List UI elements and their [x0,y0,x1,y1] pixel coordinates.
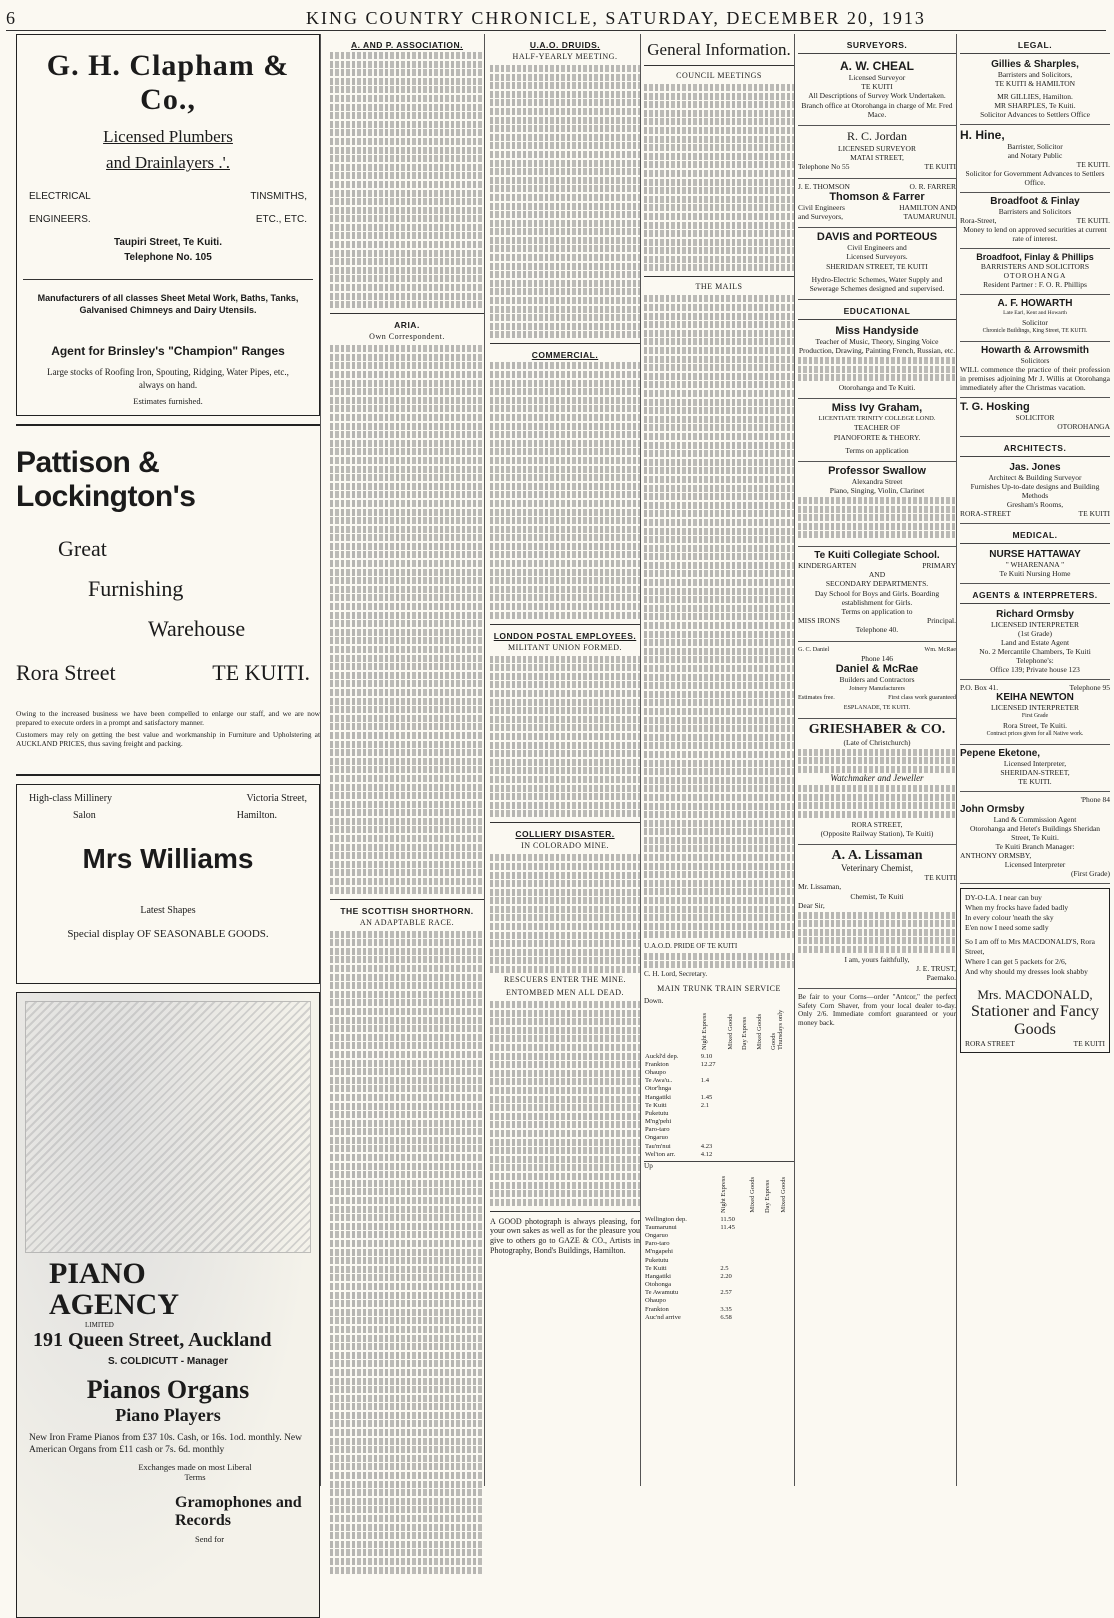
postal-text [490,656,640,818]
cheal-ad: A. W. CHEAL Licensed Surveyor TE KUITI All Descriptions of Survey Work Undertaken. Branch office at Otorohanga in charge of Mr. Fred Mace. [798,56,956,126]
handyside-ad: Miss Handyside Teacher of Music, Theory, Singing Voice Production, Drawing, Painting French, Russian, etc. Otorohanga and Te Kuiti. [798,322,956,399]
piano-limited: LIMITED [85,1321,114,1329]
shorthorn-text [330,931,484,1574]
graham-ad: Miss Ivy Graham, LICENTIATE TRINITY COLLEGE LOND. TEACHER OF PIANOFORTE & THEORY. Terms on application [798,399,956,462]
table-row: M'ngapehi [645,1248,673,1256]
col-head: Night Express [700,1012,708,1050]
williams-display: Special display OF SEASONABLE GOODS. [67,928,269,940]
medical-heading: MEDICAL. [960,530,1110,544]
newspaper-title: KING COUNTRY CHRONICLE, SATURDAY, DECEMBER 20, 1913 [306,8,926,28]
general-info-title: General Information. [647,40,791,59]
piano-players: Piano Players [115,1405,221,1425]
col-head: Day Express [764,1179,772,1213]
column-4 [644,34,795,1486]
williams-name: Mrs Williams [82,843,254,874]
table-row: Ongaruo [645,1134,669,1142]
table-row: Wellington dep. 11.50 [645,1215,735,1223]
colliery-text-2 [490,1001,640,1206]
page-number: 6 [6,8,15,28]
ap-association-text [330,52,484,308]
piano-offer2: Exchanges made on most Liberal Terms [138,1462,252,1482]
col-head: Day Express [741,1016,749,1050]
pattison-body2: Customers may rely on getting the best value and workmanship in Furniture and Upholstering at AUCKLAND PRICES, thus saving freight and packing. [16,730,320,748]
pattison-furnishing: Furnishing [88,576,184,601]
williams-street: Victoria Street, [246,793,307,804]
table-row: Ohaupo [645,1068,666,1076]
piano-address: 191 Queen Street, Auckland [33,1329,272,1351]
clapham-telephone: Telephone No. 105 [124,252,212,263]
masthead [6,4,1106,31]
table-row: Hangatiki 2.20 [645,1272,732,1280]
agents-heading: AGENTS & INTERPRETERS. [960,590,1110,604]
jordan-ad: R. C. Jordan LICENSED SURVEYOR MATAI STREET, Telephone No 55 TE KUITI [798,126,956,179]
jormsby-ad: 'Phone 84 John Ormsby Land & Commission Agent Otorohanga and Hetet's Buildings Sheridan Street, Te Kuiti. Te Kuiti Branch Manager: ANTHONY ORMSBY, Licensed Interpreter (First Grade) [960,792,1110,884]
council-heading: COUNCIL MEETINGS [676,71,762,80]
davis-ad: DAVIS and PORTEOUS Civil Engineers and Licensed Surveyors. SHERIDAN STREET, TE KUITI Hydro-Electric Schemes, Water Supply and Sewerage Schemes designed and supervised. [798,228,956,300]
druids-sub: HALF-YEARLY MEETING. [512,52,618,61]
table-row: Frankton 12.27 [645,1060,716,1068]
table-row: Te Awa'u.. 1.4 [645,1077,710,1085]
postal-heading: LONDON POSTAL EMPLOYEES. [493,630,637,641]
arrowsmith-ad: Howarth & Arrowsmith Solicitors WILL commence the practice of their profession in premises adjoining Mr J. Willis at Otorohanga immediately after the Christmas vacation. [960,342,1110,398]
thomson-ad: J. E. THOMSON O. R. FARRER Thomson & Farrer Civil Engineers HAMILTON AND and Surveyors, TAUMARUNUI. [798,179,956,229]
howarth-ad: A. F. HOWARTH Late Earl, Kent and Howarth Solicitor Chronicle Buildings, King Street, TE KUITI. [960,295,1110,342]
table-row: Te Kuiti 2.1 [645,1101,710,1109]
clapham-address: Taupiri Street, Te Kuiti. [114,237,222,248]
council-text [644,84,794,271]
clapham-agent: Agent for Brinsley's "Champion" Ranges [51,344,285,358]
mails-heading: THE MAILS [695,282,743,292]
educational-heading: EDUCATIONAL [798,306,956,320]
table-row: Puketutu [645,1109,669,1117]
williams-millinery: High-class Millinery [29,793,113,804]
colliery-sub2: RESCUERS ENTER THE MINE. [503,975,627,985]
piano-illustration [25,1001,311,1253]
col-head: Mixed Goods [779,1177,787,1213]
commercial-heading: COMMERCIAL. [531,350,599,361]
piano-agency-ad [16,992,320,1618]
pattison-ad [16,424,320,776]
train-down-label: Down. [644,997,664,1006]
piano-line2: AGENCY [49,1288,180,1321]
table-row: M'ng'pehi [645,1118,672,1126]
table-row: Hangatiki 1.45 [645,1093,713,1101]
clapham-manufacturers: Manufacturers of all classes Sheet Metal Work, Baths, Tanks, Galvanised Chimneys and Dairy Utensils. [37,293,299,315]
col-head: Goods Thursdays only [769,1009,784,1050]
ormsby-ad: Richard Ormsby LICENSED INTERPRETER (1st Grade) Land and Estate Agent No. 2 Mercantile Chambers, Te Kuiti Telephone's: Office 139; Private house 123 [960,606,1110,680]
lodge-heading: U.A.O.D. PRIDE OF TE KUITI [644,942,738,951]
col-head: Mixed Goods [748,1177,756,1213]
broadfoot-ad: Broadfoot & Finlay Barristers and Solicitors Rora-Street, TE KUITI. Money to lend on approved securities at current rate of interest. [960,193,1110,249]
lodge-text [644,953,794,969]
gillies-ad: Gillies & Sharples, Barristers and Solicitors, TE KUITI & HAMILTON MR GILLIES, Hamilton. MR SHARPLES, Te Kuiti. Solicitor Advances to Settlers Office [960,56,1110,125]
ap-association-heading: A. AND P. ASSOCIATION. [350,40,464,50]
table-row: Paro-taro [645,1126,670,1134]
table-row: Paro-taro [645,1240,670,1248]
colliery-text-1 [490,854,640,973]
hosking-ad: T. G. Hosking SOLICITOR OTOROHANGA [960,398,1110,437]
druids-heading: U.A.O. DRUIDS. [529,40,601,50]
clapham-electrical: ELECTRICAL [29,191,91,202]
hine-ad: H. Hine, Barrister, Solicitor and Notary Public TE KUITI. Solicitor for Government Advances to Settlers Office. [960,125,1110,193]
train-down-table [644,1006,794,1158]
mails-text [644,295,794,938]
clapham-name: G. H. Clapham & Co., [46,49,290,116]
eketone-ad: Pepene Eketone, Licensed Interpreter, SHERIDAN-STREET, TE KUITI. [960,745,1110,792]
clapham-estimates: Estimates furnished. [133,396,203,406]
williams-salon: Salon [73,810,96,821]
gaze-ad: A GOOD photograph is always pleasing, for your own sakes as well as for the pleasure you give to others go to GAZE & CO., Artists in Photography, Bond's Buildings, Hamilton. [490,1216,640,1256]
colliery-heading: COLLIERY DISASTER. [515,829,615,840]
table-row: Te Kuiti 2.5 [645,1264,729,1272]
table-row: Te Awamutu 2.57 [645,1289,732,1297]
aria-text [330,345,484,893]
pattison-street: Rora Street [16,660,116,685]
col-head: Night Express [720,1175,728,1213]
train-up-table [644,1171,794,1321]
druids-text [490,65,640,338]
column-1 [16,34,321,1544]
table-row: Tau'm'nui 4.23 [645,1142,713,1150]
clapham-ad [16,34,320,416]
table-row: Ongaruo [645,1231,669,1239]
clapham-line2: and Drainlayers .'. [106,153,230,172]
macdonald-ad: DY-O-LA. I near can buy When my frocks have faded badly In every colour 'neath the sky E'en now I need some sadly So I am off to Mrs MACDONALD'S, Rora Street, Where I can get 5 packets for 2/6, And why should my dresses look shabby Mrs. MACDONALD, Stationer and Fancy Goods RORA STREET TE KUITI [960,888,1110,1053]
clapham-engineers: ENGINEERS. [29,214,91,225]
train-up-label: Up [644,1161,794,1171]
shorthorn-heading: THE SCOTTISH SHORTHORN. [340,905,474,916]
aria-heading: ARIA. [394,320,420,331]
williams-ad [16,784,320,984]
commercial-text [490,362,640,618]
swallow-ad: Professor Swallow Alexandra Street Piano, Singing, Violin, Clarinet [798,462,956,547]
column-2 [330,34,485,1486]
table-row: Puketutu [645,1256,669,1264]
lissaman-ad: A. A. Lissaman Veterinary Chemist, TE KUITI Mr. Lissaman, Chemist, Te Kuiti Dear Sir, I am, yours faithfully, J. E. TRUST, Paemako. Be fair to your Corns—order "Antcor," the perfect Safety Corn Shaver, from your local dealer to-day. Only 2/6. Immediate comfort guaranteed or your money back. [798,848,956,1027]
pattison-town: TE KUITI. [212,660,310,685]
table-row: Otor'hnga [645,1085,672,1093]
clapham-stocks: Large stocks of Roofing Iron, Spouting, Ridging, Water Pipes, etc., always on hand. [47,367,289,390]
col-head: Mixed Goods [727,1014,735,1050]
table-row: Otohonga [645,1281,672,1289]
clapham-line1: Licensed Plumbers [103,127,233,146]
piano-manager: S. COLDICUTT - Manager [107,1356,228,1367]
column-6 [960,34,1110,1486]
daniel-ad: G. C. Daniel Wm. McRae Phone 146 Daniel & McRae Builders and Contractors Joinery Manufacturers Estimates free. First class work guaranteed ESPLANADE, TE KUITI. [798,642,956,719]
clapham-tinsmiths: TINSMITHS, [250,191,307,202]
surveyors-heading: SURVEYORS. [798,40,956,54]
lodge-secretary: C. H. Lord, Secretary. [644,969,708,978]
column-5 [798,34,957,1486]
postal-sub: MILITANT UNION FORMED. [508,642,622,652]
table-row: Wel'ton arr. 4.12 [645,1150,713,1158]
williams-shapes: Latest Shapes [140,905,196,916]
column-3 [490,34,641,1486]
piano-send: Send for [195,1534,225,1544]
shorthorn-sub: AN ADAPTABLE RACE. [359,917,455,927]
table-row: Ohaupo [645,1297,666,1305]
pattison-body1: Owing to the increased business we have been compelled to enlarge our staff, and we are now prepared to execute orders in a prompt and satisfactory manner. [16,709,320,727]
pattison-warehouse: Warehouse [148,616,246,641]
williams-town: Hamilton. [236,810,277,821]
colliery-sub: IN COLORADO MINE. [521,841,609,851]
table-row: Auckl'd dep. 9.10 [645,1052,713,1060]
collegiate-ad: Te Kuiti Collegiate School. KINDERGARTEN PRIMARY AND SECONDARY DEPARTMENTS. Day School for Boys and Girls. Boarding establishment for Girls. Terms on application to MISS IRONS Principal. Telephone 40. [798,547,956,642]
table-row: Frankton 3.35 [645,1305,732,1313]
piano-line1: PIANO [49,1257,146,1290]
piano-offer1: New Iron Frame Pianos from £37 10s. Cash, or 16s. 1od. monthly. New American Organs from £11 cash or 7s. 6d. monthly [29,1433,303,1455]
aria-sub: Own Correspondent. [369,332,445,342]
newton-ad: P.O. Box 41. Telephone 95 KEIHA NEWTON LICENSED INTERPRETER First Grade Rora Street, Te Kuiti. Contract prices given for all Native work. [960,680,1110,745]
architects-heading: ARCHITECTS. [960,443,1110,457]
table-row: Auc'nd arrive 6.58 [645,1313,732,1321]
col-head: Mixed Goods [755,1014,763,1050]
legal-heading: LEGAL. [960,40,1110,54]
pattison-great: Great [58,536,107,561]
train-heading: MAIN TRUNK TRAIN SERVICE [657,984,781,994]
table-row: Taumarunui 11.45 [645,1223,735,1231]
hattaway-ad: NURSE HATTAWAY " WHARENANA " Te Kuiti Nursing Home [960,546,1110,584]
pattison-name: Pattison & Lockington's [16,446,196,513]
piano-gramophones: Gramophones and Records [175,1494,302,1529]
piano-pianos: Pianos Organs [86,1375,250,1404]
bfp-ad: Broadfoot, Finlay & Phillips BARRISTERS AND SOLICITORS OTOROHANGA Resident Partner : F. O. R. Phillips [960,249,1110,295]
clapham-etc: ETC., ETC. [255,214,307,225]
grieshaber-ad: GRIESHABER & CO. (Late of Christchurch) Watchmaker and Jeweller RORA STREET, (Opposite Railway Station), Te Kuiti) [798,719,956,845]
jones-ad: Jas. Jones Architect & Building Surveyor Furnishes Up-to-date designs and Building Methods Gresham's Rooms, RORA-STREET TE KUITI [960,459,1110,524]
colliery-sub3: ENTOMBED MEN ALL DEAD. [505,988,625,998]
